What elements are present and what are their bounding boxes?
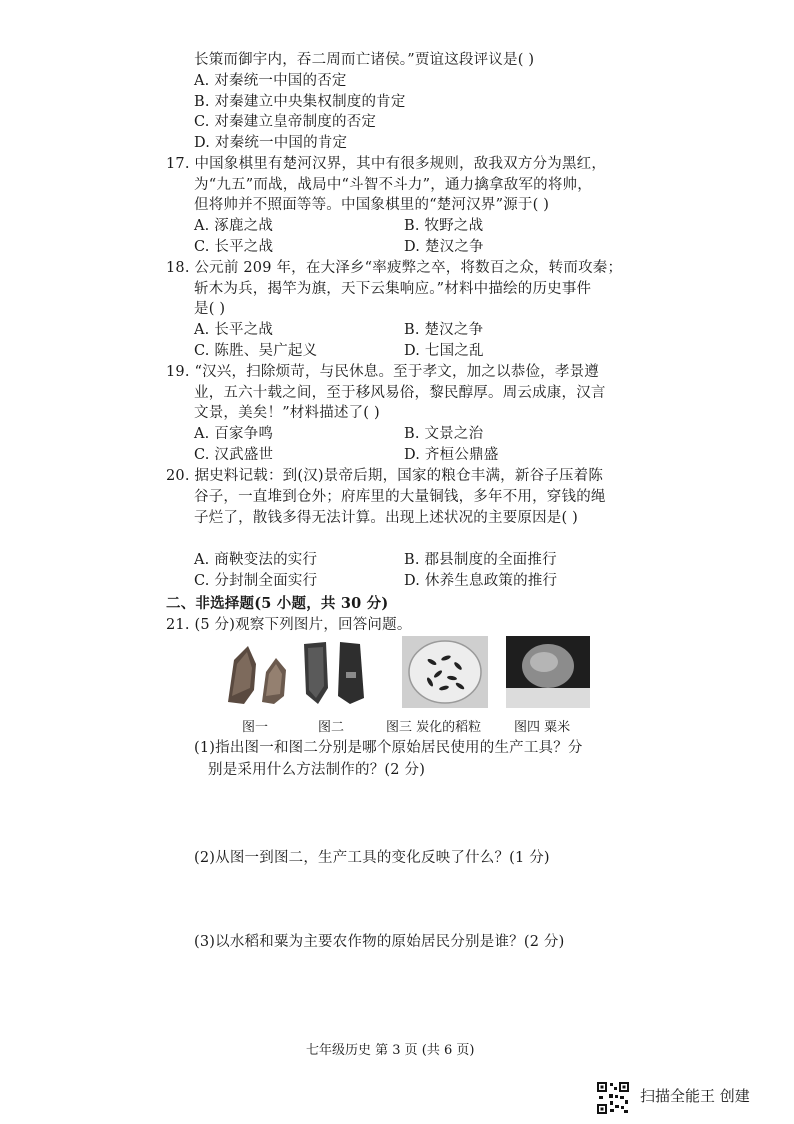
q21-sub1-line1: (1)指出图一和图二分别是哪个原始居民使用的生产工具？分 xyxy=(194,740,583,756)
scanner-watermark: 扫描全能王 创建 xyxy=(640,1087,750,1105)
q17-stem-line1: 17. 中国象棋里有楚河汉界，其中有很多规则，敌我双方分为黑红， xyxy=(166,156,607,172)
q18-stem-line2: 斩木为兵，揭竿为旗，天下云集响应。”材料中描绘的历史事件 xyxy=(194,281,592,297)
q16-option-c: C. 对秦建立皇帝制度的否定 xyxy=(194,114,377,130)
q21-sub3: (3)以水稻和粟为主要农作物的原始居民分别是谁？(2 分) xyxy=(194,934,565,950)
section-heading: 二、非选择题(5 小题，共 30 分) xyxy=(166,595,389,612)
q19-option-c: C. 汉武盛世 xyxy=(194,447,274,463)
q19-stem-line2: 业，五六十载之间，至于移风易俗，黎民醇厚。周云成康，汉言 xyxy=(194,385,606,401)
q16-option-a: A. 对秦统一中国的否定 xyxy=(194,73,347,89)
q18-stem-line3: 是( ) xyxy=(194,301,226,317)
q18-option-d: D. 七国之乱 xyxy=(404,343,484,359)
q18-option-a: A. 长平之战 xyxy=(194,322,274,338)
q17-option-c: C. 长平之战 xyxy=(194,239,274,255)
figure-3-carbonized-rice-grains xyxy=(402,636,488,708)
qr-code-icon xyxy=(596,1081,630,1115)
q20-stem-line2: 谷子，一直堆到仓外；府库里的大量铜钱，多年不用，穿钱的绳 xyxy=(194,489,606,505)
q17-stem-line2: 为“九五”而战，战局中“斗智不斗力”，通力擒拿敌军的将帅， xyxy=(194,177,592,193)
q21-sub1-line2: 别是采用什么方法制作的？(2 分) xyxy=(208,762,426,778)
caption-figure-1: 图一 xyxy=(242,720,269,735)
q18-option-b: B. 楚汉之争 xyxy=(404,322,484,338)
q19-stem-line3: 文景，美矣！”材料描述了( ) xyxy=(194,405,380,421)
figure-1-chipped-stone-tools xyxy=(224,638,294,708)
q18-option-c: C. 陈胜、吴广起义 xyxy=(194,343,318,359)
q16-option-b: B. 对秦建立中央集权制度的肯定 xyxy=(194,94,406,110)
q19-option-b: B. 文景之治 xyxy=(404,426,484,442)
q20-option-c: C. 分封制全面实行 xyxy=(194,573,318,589)
q17-option-b: B. 牧野之战 xyxy=(404,218,484,234)
figure-2-polished-stone-tools xyxy=(298,638,368,708)
q19-option-a: A. 百家争鸣 xyxy=(194,426,274,442)
caption-figure-2: 图二 xyxy=(318,720,345,735)
q16-stem-end: 长策而御宇内，吞二周而亡诸侯。”贾谊这段评议是( ) xyxy=(194,52,535,68)
page-footer: 七年级历史 第 3 页 (共 6 页) xyxy=(306,1043,475,1058)
q17-stem-line3: 但将帅并不照面等等。中国象棋里的“楚河汉界”源于( ) xyxy=(194,197,550,213)
q20-option-b: B. 郡县制度的全面推行 xyxy=(404,552,557,568)
q18-stem-line1: 18. 公元前 209 年，在大泽乡“率疲弊之卒，将数百之众，转而攻秦； xyxy=(166,260,623,276)
q17-option-d: D. 楚汉之争 xyxy=(404,239,484,255)
q20-option-a: A. 商鞅变法的实行 xyxy=(194,552,318,568)
q19-stem-line1: 19. “汉兴，扫除烦苛，与民休息。至于孝文，加之以恭俭，孝景遵 xyxy=(166,364,599,380)
caption-figure-4: 图四 粟米 xyxy=(514,720,571,735)
figure-4-millet xyxy=(506,636,590,708)
q16-option-d: D. 对秦统一中国的肯定 xyxy=(194,135,348,151)
caption-figure-3: 图三 炭化的稻粒 xyxy=(386,720,482,735)
q20-option-d: D. 休养生息政策的推行 xyxy=(404,573,558,589)
q20-stem-line3: 子烂了，散钱多得无法计算。出现上述状况的主要原因是( ) xyxy=(194,510,579,526)
q19-option-d: D. 齐桓公鼎盛 xyxy=(404,447,499,463)
q20-stem-line1: 20. 据史料记载：到(汉)景帝后期，国家的粮仓丰满，新谷子压着陈 xyxy=(166,468,604,484)
q17-option-a: A. 涿鹿之战 xyxy=(194,218,274,234)
q21-sub2: (2)从图一到图二，生产工具的变化反映了什么？(1 分) xyxy=(194,850,550,866)
q21-stem: 21. (5 分)观察下列图片，回答问题。 xyxy=(166,617,412,633)
q21-figures xyxy=(218,636,598,708)
